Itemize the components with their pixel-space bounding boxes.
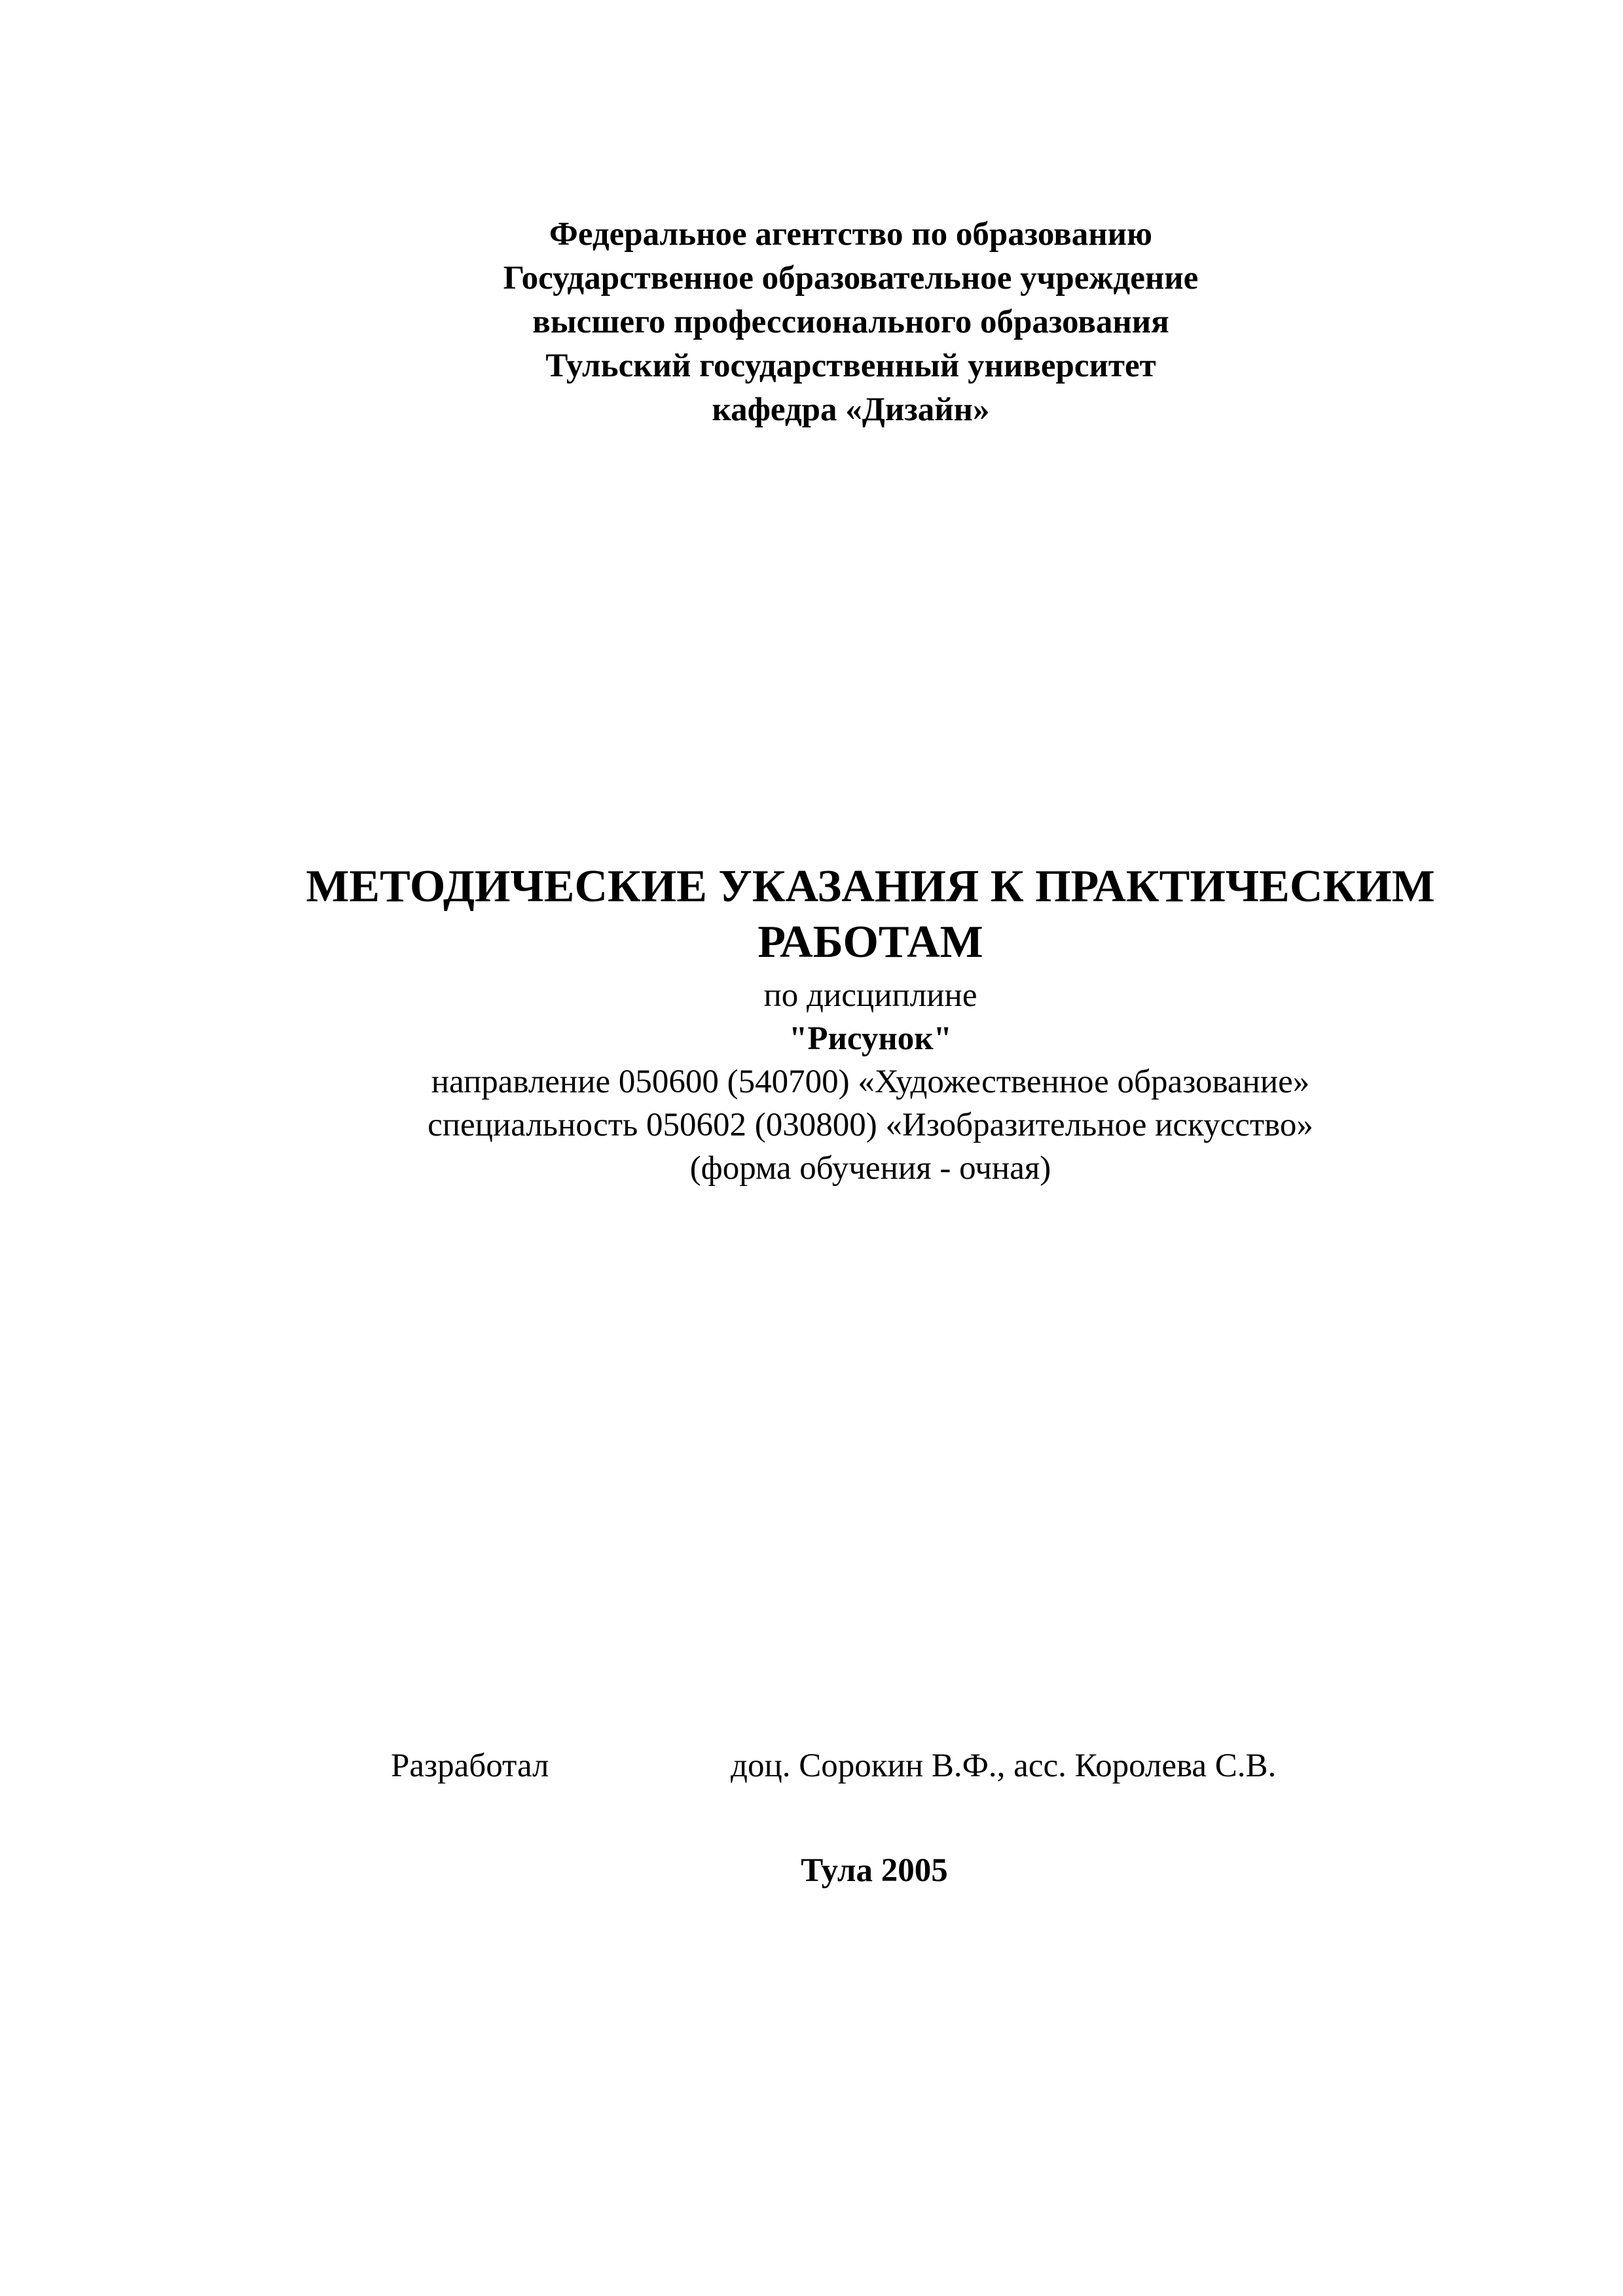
document-subtitle bbox=[59, 974, 1623, 1190]
city-year: Тула 2005 bbox=[801, 1852, 948, 1889]
header-line-university: Тульский государственный университет bbox=[545, 348, 1156, 384]
title-line-1: МЕТОДИЧЕСКИЕ УКАЗАНИЯ К ПРАКТИЧЕСКИМ bbox=[306, 861, 1435, 912]
header-line-agency: Федеральное агентство по образованию bbox=[549, 216, 1152, 253]
discipline-intro: по дисциплине bbox=[763, 977, 977, 1014]
header-line-department: кафедра «Дизайн» bbox=[712, 391, 990, 428]
title-line-2: РАБОТАМ bbox=[757, 917, 983, 967]
document-title bbox=[59, 859, 1623, 970]
institution-header bbox=[39, 213, 1623, 432]
study-form-line: (форма обучения - очная) bbox=[689, 1150, 1051, 1187]
specialty-line: специальность 050602 (030800) «Изобразительное искусство» bbox=[428, 1107, 1313, 1143]
developer-names: доц. Сорокин В.Ф., асс. Королева С.В. bbox=[731, 1748, 1277, 1784]
header-line-institution-type: Государственное образовательное учреждение bbox=[503, 260, 1199, 296]
developer-label: Разработал bbox=[391, 1748, 549, 1784]
direction-line: направление 050600 (540700) «Художественное образование» bbox=[431, 1064, 1310, 1100]
discipline-name: "Рисунок" bbox=[789, 1020, 952, 1057]
header-line-education-level: высшего профессионального образования bbox=[532, 304, 1169, 340]
